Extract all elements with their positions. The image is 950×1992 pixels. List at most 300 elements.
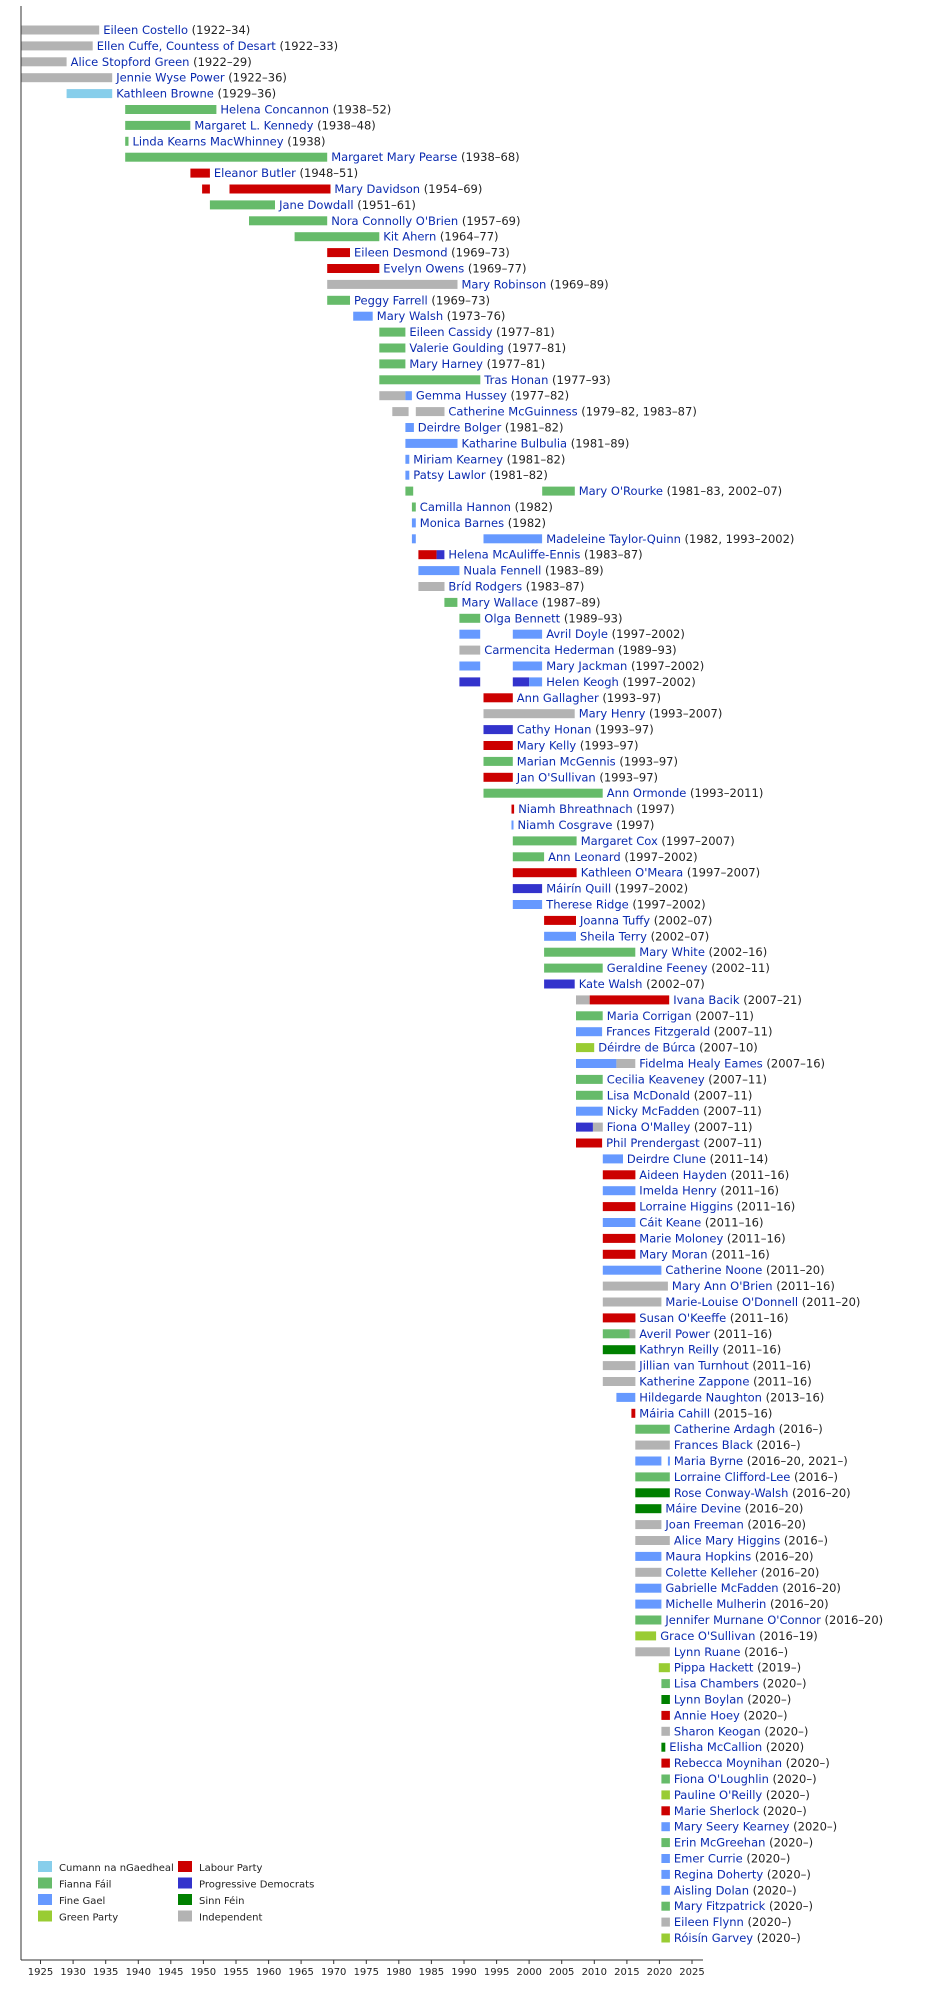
timeline-bar	[635, 1600, 661, 1609]
senator-name-link[interactable]: Cáit Keane	[639, 1215, 702, 1230]
senator-name-link[interactable]: Katherine Zappone	[639, 1374, 750, 1389]
senator-name-link[interactable]: Margaret Mary Pearse	[331, 150, 458, 165]
senator-name-link[interactable]: Jennifer Murnane O'Connor	[665, 1613, 821, 1627]
senator-name-link[interactable]: Kit Ahern	[383, 229, 437, 244]
timeline-bar	[635, 1631, 656, 1640]
senator-name-link[interactable]: Geraldine Feeney	[606, 961, 708, 976]
senator-name-link[interactable]: Peggy Farrell	[354, 293, 428, 308]
senator-name-link[interactable]: Rose Conway-Walsh	[673, 1485, 789, 1500]
senator-label	[548, 850, 698, 864]
senator-label	[674, 1867, 811, 1881]
timeline-bar	[544, 964, 603, 973]
timeline-bar	[125, 105, 216, 114]
senator-name-link[interactable]: Marie Sherlock	[673, 1803, 760, 1818]
senator-label	[448, 548, 642, 562]
senator-term-years: (2011–14)	[705, 1151, 769, 1166]
senator-name-link[interactable]: Rebecca Moynihan	[673, 1756, 783, 1771]
senator-label	[420, 516, 546, 530]
senator-name-link[interactable]: Deirdre Clune	[626, 1151, 706, 1166]
x-tick-label: 1925	[27, 1967, 54, 1978]
senator-term-years: (2019–)	[753, 1660, 802, 1675]
senator-name-link[interactable]: Phil Prendergast	[606, 1136, 700, 1150]
senator-name-link[interactable]: Ann Gallagher	[516, 690, 599, 705]
senator-term-years: (1969–77)	[464, 261, 527, 276]
senator-name-link[interactable]: Lynn Boylan	[673, 1692, 744, 1707]
timeline-bar	[542, 487, 575, 496]
senator-name-link[interactable]: Imelda Henry	[639, 1183, 717, 1198]
senator-term-years: (1977–81)	[503, 341, 567, 355]
senator-name-link[interactable]: Helen Keogh	[546, 674, 619, 689]
senator-name-link[interactable]: Ivana Bacik	[673, 992, 740, 1007]
timeline-bar	[529, 677, 542, 686]
senator-label	[672, 1279, 835, 1293]
senator-name-link[interactable]: Niamh Cosgrave	[517, 818, 613, 832]
senator-name-link[interactable]: Carmencita Hederman	[484, 643, 615, 658]
timeline-bar	[661, 1775, 670, 1784]
timeline-bar	[418, 566, 459, 575]
senator-name-link[interactable]: Lisa Chambers	[673, 1676, 759, 1691]
senator-label	[674, 1852, 790, 1866]
timeline-bar	[661, 1838, 670, 1847]
senator-name-link[interactable]: Mary Robinson	[461, 277, 547, 292]
senator-label	[674, 1820, 837, 1834]
timeline-bar	[576, 1123, 593, 1132]
senator-name-link[interactable]: Colette Kelleher	[665, 1565, 758, 1580]
senator-term-years: (2011–16)	[707, 1247, 770, 1262]
senator-name-link[interactable]: Marie Moloney	[639, 1231, 724, 1246]
senator-term-years: (2016–20)	[751, 1549, 814, 1564]
senator-name-link[interactable]: Fidelma Healy Eames	[639, 1056, 763, 1071]
senator-term-years: (2007–16)	[762, 1056, 826, 1071]
senator-term-years: (2016–)	[790, 1469, 839, 1484]
timeline-bar	[125, 137, 128, 146]
senator-name-link[interactable]: Katharine Bulbulia	[461, 436, 568, 451]
senator-label	[116, 87, 276, 101]
senator-name-link[interactable]: Kathleen Browne	[116, 86, 214, 101]
senator-name-link[interactable]: Mary Wallace	[461, 595, 539, 610]
senator-label	[665, 1581, 840, 1595]
senator-name-link[interactable]: Deirdre Bolger	[417, 420, 502, 435]
senator-name-link[interactable]: Pauline O'Reilly	[673, 1787, 763, 1802]
timeline-bar	[412, 518, 416, 527]
senator-label	[674, 1883, 797, 1897]
timeline-bar	[593, 1123, 603, 1132]
timeline-bar	[661, 1902, 670, 1911]
timeline-bar	[327, 264, 379, 273]
senator-label	[546, 627, 685, 641]
senator-name-link[interactable]: Mary Kelly	[516, 738, 577, 753]
senator-term-years: (2016–20)	[788, 1485, 851, 1500]
senator-label	[546, 675, 696, 689]
senator-name-link[interactable]: Grace O'Sullivan	[660, 1628, 756, 1643]
senator-name-link[interactable]: Aideen Hayden	[639, 1167, 727, 1182]
senator-name-link[interactable]: Ellen Cuffe, Countess of Desart	[96, 38, 276, 53]
senator-term-years: (2011–16)	[723, 1231, 786, 1246]
x-tick-label: 2000	[516, 1967, 542, 1978]
senator-label	[674, 1756, 830, 1770]
timeline-bar	[616, 1393, 635, 1402]
senator-label	[103, 23, 250, 37]
senator-label	[71, 55, 252, 69]
senator-name-link[interactable]: Máiria Cahill	[639, 1406, 711, 1421]
senator-name-link[interactable]: Gemma Hussey	[415, 388, 507, 403]
senator-name-link[interactable]: Therese Ridge	[546, 897, 629, 912]
senator-name-link[interactable]: Lynn Ruane	[673, 1644, 741, 1659]
senator-name-link[interactable]: Sharon Keogan	[673, 1724, 761, 1739]
senator-name-link[interactable]: Evelyn Owens	[383, 261, 465, 276]
senator-name-link[interactable]: Cathy Honan	[516, 722, 592, 737]
senator-term-years: (2011–16)	[772, 1279, 835, 1294]
timeline-bar	[603, 1218, 636, 1227]
timeline-bar	[661, 1822, 670, 1831]
senator-label	[416, 389, 569, 403]
senator-term-years: (1997–2002)	[628, 897, 706, 912]
x-axis-ticks	[28, 1960, 705, 1978]
senator-term-years: (2016–)	[740, 1644, 789, 1659]
senator-name-link[interactable]: Tras Honan	[484, 372, 549, 387]
timeline-bar	[544, 916, 576, 925]
timeline-bar	[661, 1934, 670, 1943]
timeline-bar	[513, 630, 542, 639]
legend-label: Green Party	[59, 1912, 119, 1924]
senator-name-link[interactable]: Catherine McGuinness	[448, 404, 578, 419]
senator-name-link[interactable]: Jennie Wyse Power	[116, 70, 225, 85]
senator-term-years: (2007–11)	[690, 1088, 753, 1103]
senator-term-years: (1997–2002)	[611, 881, 689, 896]
senator-label	[607, 1104, 762, 1118]
senator-label	[665, 1502, 803, 1516]
senator-name-link[interactable]: Michelle Mulherin	[665, 1597, 767, 1612]
senator-name-link[interactable]: Mary Henry	[578, 706, 646, 721]
senator-term-years: (2011–16)	[726, 1167, 790, 1182]
senator-name-link[interactable]: Lisa McDonald	[606, 1088, 691, 1103]
senator-label	[546, 882, 688, 896]
timeline-bar	[327, 248, 350, 257]
senator-name-link[interactable]: Eileen Flynn	[673, 1915, 744, 1930]
senator-term-years: (2016–20)	[766, 1597, 829, 1612]
timeline-bar	[412, 503, 416, 512]
senator-term-years: (2020–)	[758, 1676, 807, 1691]
senator-name-link[interactable]: Elisha McCallion	[669, 1740, 763, 1755]
timeline-bar	[635, 1425, 670, 1434]
senator-term-years: (1948–51)	[295, 166, 359, 181]
senator-name-link[interactable]: Eleanor Butler	[213, 166, 296, 181]
senator-name-link[interactable]: Gabrielle McFadden	[665, 1581, 779, 1596]
senator-label	[607, 1009, 754, 1023]
senator-label	[639, 1311, 788, 1325]
senator-label	[627, 1152, 768, 1166]
senator-name-link[interactable]: Hildegarde Naughton	[639, 1390, 762, 1405]
senator-label	[674, 1804, 807, 1818]
senator-name-link[interactable]: Margaret L. Kennedy	[194, 118, 314, 133]
senator-term-years: (1957–69)	[458, 213, 521, 228]
senator-label	[463, 564, 603, 578]
senator-name-link[interactable]: Mary Jackman	[546, 659, 628, 673]
senator-name-link[interactable]: Nuala Fennell	[463, 563, 542, 578]
senator-name-link[interactable]: Camilla Hannon	[419, 500, 511, 514]
senator-label	[383, 230, 498, 244]
senator-name-link[interactable]: Regina Doherty	[673, 1867, 764, 1882]
x-tick-label: 1980	[386, 1967, 412, 1978]
senator-label	[674, 1836, 813, 1850]
senator-name-link[interactable]: Bríd Rodgers	[448, 579, 523, 594]
senator-name-link[interactable]: Ann Leonard	[548, 849, 621, 864]
senator-term-years: (1981–83, 2002–07)	[662, 484, 783, 499]
senator-name-link[interactable]: Lorraine Clifford-Lee	[673, 1469, 791, 1484]
senator-name-link[interactable]: Joanna Tuffy	[580, 913, 651, 928]
senator-label	[639, 1216, 763, 1230]
senator-name-link[interactable]: Emer Currie	[673, 1851, 743, 1866]
timeline-bar	[513, 900, 542, 909]
x-tick-label: 2020	[646, 1967, 673, 1978]
senator-label	[674, 1645, 788, 1659]
senator-term-years: (2016–20)	[757, 1565, 820, 1580]
senator-label	[420, 500, 553, 514]
senator-name-link[interactable]: Kathleen O'Meara	[580, 865, 684, 880]
senator-term-years: (2020–)	[749, 1883, 797, 1898]
timeline-bar	[661, 1870, 670, 1879]
senator-term-years: (1954–69)	[420, 182, 483, 196]
x-tick-label: 1940	[125, 1967, 152, 1978]
senator-term-years: (2011–20)	[762, 1263, 825, 1278]
timeline-bar	[576, 1059, 616, 1068]
senator-name-link[interactable]: Ann Ormonde	[606, 786, 687, 801]
senator-name-link[interactable]: Mary Harney	[409, 356, 483, 371]
senator-term-years: (1922–33)	[275, 38, 339, 53]
senator-label	[115, 71, 287, 85]
senator-label	[665, 1263, 824, 1277]
senator-name-link[interactable]: Maria Corrigan	[606, 1008, 692, 1023]
timeline-bar	[661, 1886, 670, 1895]
senator-term-years: (1989–93)	[560, 611, 623, 626]
senator-label	[334, 182, 482, 196]
senator-name-link[interactable]: Marie-Louise O'Donnell	[665, 1295, 799, 1309]
senator-label	[674, 1899, 813, 1913]
senator-term-years: (2011–16)	[718, 1342, 782, 1357]
senator-name-link[interactable]: Alice Mary Higgins	[673, 1533, 781, 1548]
senator-label	[546, 532, 794, 546]
senator-label	[639, 1200, 795, 1214]
timeline-bar	[631, 1409, 635, 1418]
senator-name-link[interactable]: Mary Moran	[639, 1247, 708, 1262]
senator-name-link[interactable]: Róisín Garvey	[673, 1931, 754, 1945]
senator-name-link[interactable]: Helena Concannon	[220, 102, 330, 117]
senator-name-link[interactable]: Linda Kearns MacWhinney	[132, 134, 284, 149]
senator-label	[665, 1549, 813, 1563]
senator-term-years: (2007–11)	[710, 1024, 773, 1039]
timeline-bar	[230, 185, 331, 194]
senator-term-years: (2020–)	[762, 1787, 810, 1802]
senator-label	[517, 754, 678, 768]
senator-name-link[interactable]: Máire Devine	[665, 1501, 742, 1516]
senator-term-years: (2020)	[762, 1740, 805, 1755]
timeline-bar	[484, 725, 513, 734]
senator-label	[674, 1931, 801, 1945]
senator-name-link[interactable]: Monica Barnes	[419, 515, 505, 530]
senator-name-link[interactable]: Kathryn Reilly	[639, 1342, 719, 1357]
senator-name-link[interactable]: Lorraine Higgins	[639, 1199, 733, 1214]
senator-name-link[interactable]: Margaret Cox	[580, 833, 658, 848]
senator-term-years: (1983–89)	[541, 563, 604, 578]
senator-name-link[interactable]: Patsy Lawlor	[413, 468, 486, 483]
senator-name-link[interactable]: Maria Byrne	[673, 1454, 744, 1468]
senator-label	[607, 1120, 753, 1134]
senator-name-link[interactable]: Averil Power	[639, 1326, 710, 1341]
senator-name-link[interactable]: Madeleine Taylor-Quinn	[546, 531, 681, 546]
senator-label	[674, 1534, 828, 1548]
timeline-bar	[412, 534, 416, 543]
timeline-bar	[405, 391, 412, 400]
senator-name-link[interactable]: Miriam Kearney	[413, 452, 504, 467]
senator-term-years: (1979–82, 1983–87)	[577, 404, 697, 419]
senator-name-link[interactable]: Alice Stopford Green	[70, 54, 190, 69]
timeline-bar	[576, 1139, 602, 1148]
timeline-bar	[459, 614, 480, 623]
senator-name-link[interactable]: Helena McAuliffe-Ennis	[448, 547, 581, 562]
senator-term-years: (2013–16)	[761, 1390, 825, 1405]
timeline-bar	[512, 821, 514, 830]
timeline-bar	[125, 121, 190, 130]
senator-label	[214, 166, 358, 180]
timeline-bar	[603, 1282, 668, 1291]
timeline-bar	[295, 232, 380, 241]
senator-term-years: (1977–82)	[506, 388, 570, 403]
timeline-bar	[635, 1457, 661, 1466]
senator-term-years: (2002–16)	[704, 945, 768, 960]
timeline-bar	[21, 41, 93, 50]
timeline-bar	[392, 407, 408, 416]
timeline-bar	[125, 153, 327, 162]
senator-name-link[interactable]: Mary Fitzpatrick	[673, 1899, 766, 1914]
timeline-bar	[635, 1441, 670, 1450]
senator-name-link[interactable]: Mary Seery Kearney	[673, 1819, 790, 1834]
senator-name-link[interactable]: Cecilia Keaveney	[606, 1072, 705, 1087]
timeline-bar	[576, 1011, 603, 1020]
senator-label	[579, 913, 712, 927]
senator-label	[674, 1454, 848, 1468]
senator-name-link[interactable]: Mary White	[639, 945, 705, 960]
senator-name-link[interactable]: Máirín Quill	[546, 881, 612, 896]
senator-name-link[interactable]: Eileen Costello	[103, 23, 189, 37]
senator-name-link[interactable]: Fiona O'Loughlin	[673, 1772, 769, 1786]
timeline-bar	[635, 1504, 661, 1513]
timeline-bar	[603, 1361, 636, 1370]
senator-term-years: (2011–16)	[748, 1358, 812, 1373]
senator-name-link[interactable]: Marian McGennis	[516, 754, 616, 769]
legend-swatch	[178, 1878, 192, 1889]
senator-name-link[interactable]: Jillian van Turnhout	[639, 1358, 749, 1373]
senator-name-link[interactable]: Olga Bennett	[484, 611, 561, 626]
senator-name-link[interactable]: Frances Fitzgerald	[606, 1024, 711, 1039]
senator-term-years: (1964–77)	[436, 229, 499, 244]
timeline-bar	[418, 582, 444, 591]
senator-name-link[interactable]: Susan O'Keeffe	[639, 1310, 727, 1325]
senator-name-link[interactable]: Kate Walsh	[578, 977, 643, 991]
senator-name-link[interactable]: Joan Freeman	[665, 1517, 744, 1532]
timeline-bar	[603, 1186, 636, 1195]
x-tick-label: 1950	[190, 1967, 217, 1978]
legend-swatch	[178, 1861, 192, 1872]
senator-label	[418, 421, 564, 435]
legend-swatch	[38, 1894, 52, 1905]
timeline-bar	[327, 280, 457, 289]
legend-label: Cumann na nGaedheal	[59, 1863, 174, 1874]
senator-term-years: (1977–93)	[548, 372, 611, 387]
senator-name-link[interactable]: Mary O'Rourke	[578, 484, 663, 499]
x-tick-label: 2025	[679, 1967, 705, 1978]
timeline-bar	[635, 1520, 661, 1529]
senator-term-years: (2007–11)	[704, 1072, 767, 1087]
senator-name-link[interactable]: Pippa Hackett	[673, 1660, 754, 1675]
timeline-bar	[576, 1075, 603, 1084]
timeline-bar	[661, 1918, 670, 1927]
senator-term-years: (1981–89)	[567, 436, 630, 451]
timeline-bar	[630, 1329, 636, 1338]
senator-name-link[interactable]: Niamh Bhreathnach	[518, 802, 633, 817]
senator-name-link[interactable]: Nicky McFadden	[606, 1104, 700, 1119]
senator-label	[674, 1438, 801, 1452]
senator-term-years: (2020–)	[782, 1756, 830, 1771]
senator-term-years: (1929–36)	[213, 86, 277, 101]
senator-name-link[interactable]: Valerie Goulding	[409, 341, 504, 355]
senator-name-link[interactable]: Mary Walsh	[376, 309, 444, 324]
senator-name-link[interactable]: Mary Ann O'Brien	[671, 1279, 773, 1294]
senator-label	[581, 834, 735, 848]
timeline-bar	[603, 1298, 662, 1307]
legend-label: Sinn Féin	[199, 1896, 245, 1907]
senator-name-link[interactable]: Jane Dowdall	[279, 197, 354, 212]
senator-label	[674, 1724, 808, 1738]
senator-name-link[interactable]: Avril Doyle	[546, 627, 608, 642]
senator-name-link[interactable]: Fiona O'Malley	[606, 1120, 691, 1135]
senator-name-link[interactable]: Eileen Cassidy	[409, 325, 493, 340]
senator-name-link[interactable]: Sheila Terry	[580, 929, 647, 944]
senator-term-years: (1997–2007)	[657, 833, 735, 848]
timeline-bar	[512, 805, 515, 814]
senator-term-years: (1993–97)	[615, 754, 678, 769]
timeline-bar	[635, 1616, 661, 1625]
senator-name-link[interactable]: Jan O'Sullivan	[516, 770, 596, 785]
senator-term-years: (1993–2011)	[686, 786, 764, 801]
timeline-bar	[661, 1711, 670, 1720]
timeline-bar	[590, 995, 670, 1004]
timeline-bar	[661, 1679, 670, 1688]
timeline-bar	[459, 630, 480, 639]
senator-term-years: (2011–20)	[798, 1295, 861, 1309]
senator-term-years: (1969–89)	[546, 277, 609, 292]
senator-name-link[interactable]: Déirdre de Búrca	[598, 1040, 696, 1055]
senator-name-link[interactable]: Annie Hoey	[673, 1708, 740, 1723]
senator-name-link[interactable]: Eileen Desmond	[354, 245, 448, 260]
timeline-bar	[576, 995, 590, 1004]
timeline-bar	[635, 1488, 670, 1497]
senator-name-link[interactable]: Nora Connolly O'Brien	[331, 213, 459, 228]
senator-term-years: (2020–)	[765, 1899, 814, 1914]
senator-name-link[interactable]: Mary Davidson	[334, 182, 421, 196]
timeline-bar	[603, 1345, 636, 1354]
senator-term-years: (2007–21)	[739, 992, 802, 1007]
timeline-bar	[513, 884, 542, 893]
senator-term-years: (2016–20)	[743, 1517, 807, 1532]
senator-name-link[interactable]: Aisling Dolan	[673, 1883, 750, 1898]
senator-name-link[interactable]: Frances Black	[673, 1438, 753, 1453]
senator-name-link[interactable]: Maura Hopkins	[665, 1549, 752, 1564]
senator-name-link[interactable]: Erin McGreehan	[673, 1835, 766, 1850]
senator-name-link[interactable]: Catherine Ardagh	[673, 1422, 776, 1437]
senator-term-years: (1938–52)	[329, 102, 392, 117]
x-tick-label: 1985	[418, 1967, 445, 1978]
senator-name-link[interactable]: Catherine Noone	[665, 1263, 763, 1278]
